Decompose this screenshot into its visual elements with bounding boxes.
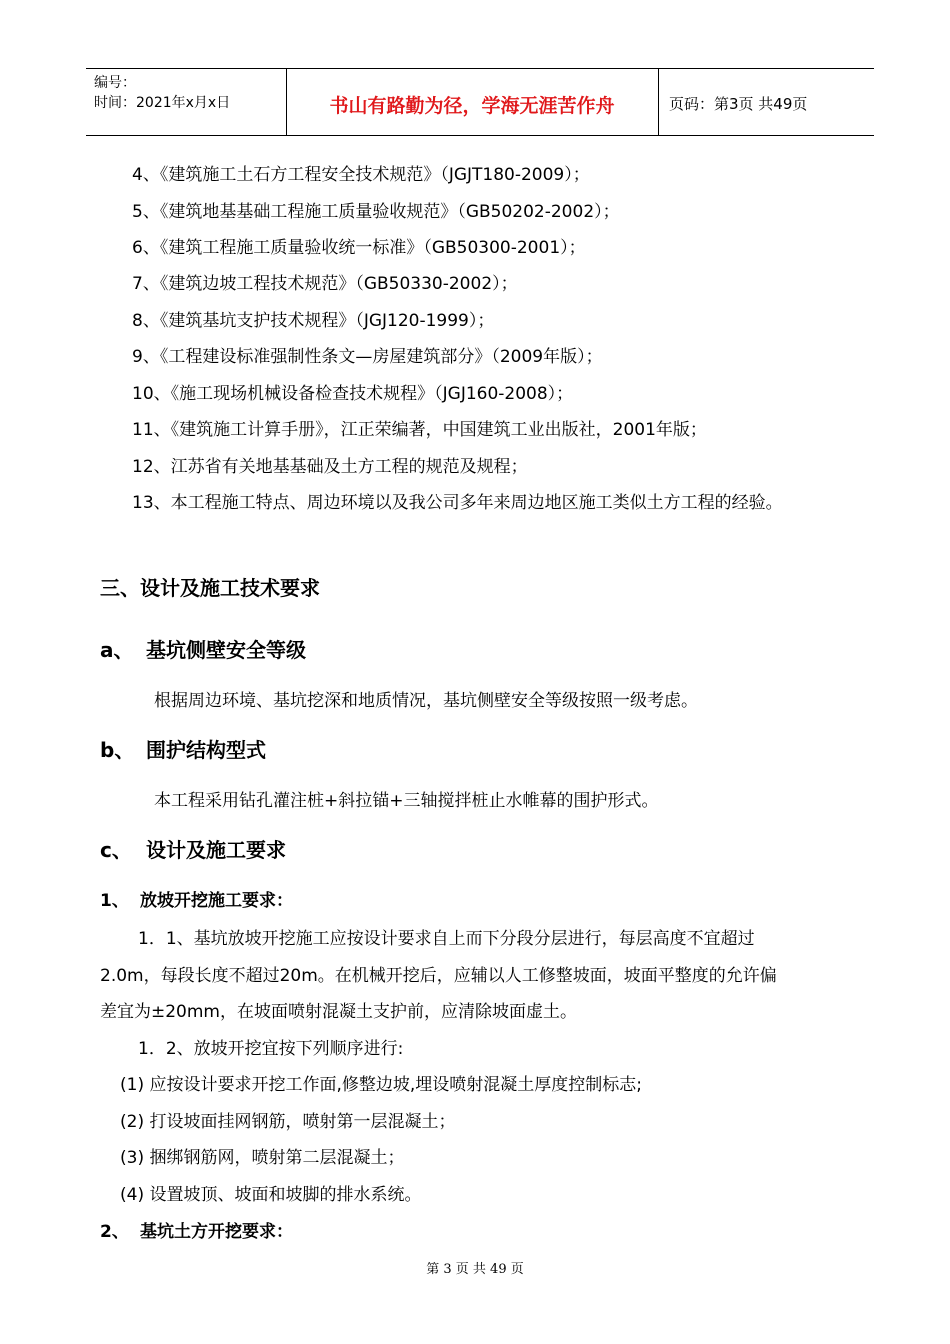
paragraph: 根据周边环境、基坑挖深和地质情况，基坑侧壁安全等级按照一级考虑。 — [154, 691, 698, 711]
step-item: (1) 应按设计要求开挖工作面,修整边坡,埋设喷射混凝土厚度控制标志; — [120, 1075, 643, 1095]
reference-item: 9、《工程建设标准强制性条文—房屋建筑部分》（2009年版）； — [132, 347, 603, 367]
header-motto: 书山有路勤为径，学海无涯苦作舟 — [329, 95, 615, 117]
subsection-heading-b — [100, 734, 266, 763]
item-title: 放坡开挖施工要求： — [140, 891, 293, 911]
item-marker: 2、 — [100, 1222, 129, 1242]
reference-item: 13、本工程施工特点、周边环境以及我公司多年来周边地区施工类似土方工程的经验。 — [132, 493, 783, 513]
step-item: (2) 打设坡面挂网钢筋，喷射第一层混凝土； — [120, 1112, 456, 1132]
reference-item: 11、《建筑施工计算手册》，江正荣编著，中国建筑工业出版社，2001年版； — [132, 420, 707, 440]
header-page-label: 页码：第3页 共49页 — [669, 95, 808, 113]
reference-item: 5、《建筑地基基础工程施工质量验收规范》（GB50202-2002）； — [132, 202, 620, 222]
item-heading-2 — [100, 1217, 293, 1242]
subsection-marker: a、 — [100, 638, 134, 662]
subsection-title: 围护结构型式 — [146, 738, 266, 762]
paragraph-line: 差宜为±20mm，在坡面喷射混凝土支护前，应清除坡面虚土。 — [100, 1002, 577, 1022]
section-heading: 三、设计及施工技术要求 — [100, 576, 320, 600]
reference-item: 7、《建筑边坡工程技术规范》（GB50330-2002）； — [132, 274, 518, 294]
item-heading-1 — [100, 886, 293, 911]
step-item: (4) 设置坡顶、坡面和坡脚的排水系统。 — [120, 1185, 422, 1205]
header-date-label: 时间：2021年x月x日 — [94, 95, 231, 111]
header-divider — [658, 69, 659, 135]
subsection-heading-a — [100, 634, 306, 663]
paragraph-line: 1．1、基坑放坡开挖施工应按设计要求自上而下分段分层进行，每层高度不宜超过 — [138, 929, 755, 949]
subsection-heading-c — [100, 834, 286, 863]
reference-item: 10、《施工现场机械设备检查技术规程》（JGJ160-2008）； — [132, 384, 574, 404]
reference-item: 12、江苏省有关地基基础及土方工程的规范及规程； — [132, 457, 528, 477]
reference-item: 6、《建筑工程施工质量验收统一标准》（GB50300-2001）； — [132, 238, 586, 258]
page-header — [86, 68, 874, 136]
reference-item: 4、《建筑施工土石方工程安全技术规范》（JGJT180-2009）； — [132, 165, 590, 185]
item-marker: 1、 — [100, 891, 129, 911]
paragraph: 本工程采用钻孔灌注桩+斜拉锚+三轴搅拌桩止水帷幕的围护形式。 — [154, 791, 659, 811]
subsection-marker: b、 — [100, 738, 135, 762]
paragraph-line: 2.0m，每段长度不超过20m。在机械开挖后，应辅以人工修整坡面，坡面平整度的允许偏 — [100, 966, 777, 986]
header-meta — [94, 73, 230, 113]
paragraph-line: 1．2、放坡开挖宜按下列顺序进行: — [138, 1039, 404, 1059]
header-number-label: 编号： — [94, 75, 136, 91]
subsection-title: 设计及施工要求 — [146, 838, 286, 862]
item-title: 基坑土方开挖要求： — [140, 1222, 293, 1242]
page-footer: 第 3 页 共 49 页 — [426, 1262, 524, 1277]
step-item: (3) 捆绑钢筋网，喷射第二层混凝土； — [120, 1148, 405, 1168]
subsection-title: 基坑侧壁安全等级 — [146, 638, 306, 662]
reference-item: 8、《建筑基坑支护技术规程》（JGJ120-1999）； — [132, 311, 495, 331]
subsection-marker: c、 — [100, 838, 132, 862]
